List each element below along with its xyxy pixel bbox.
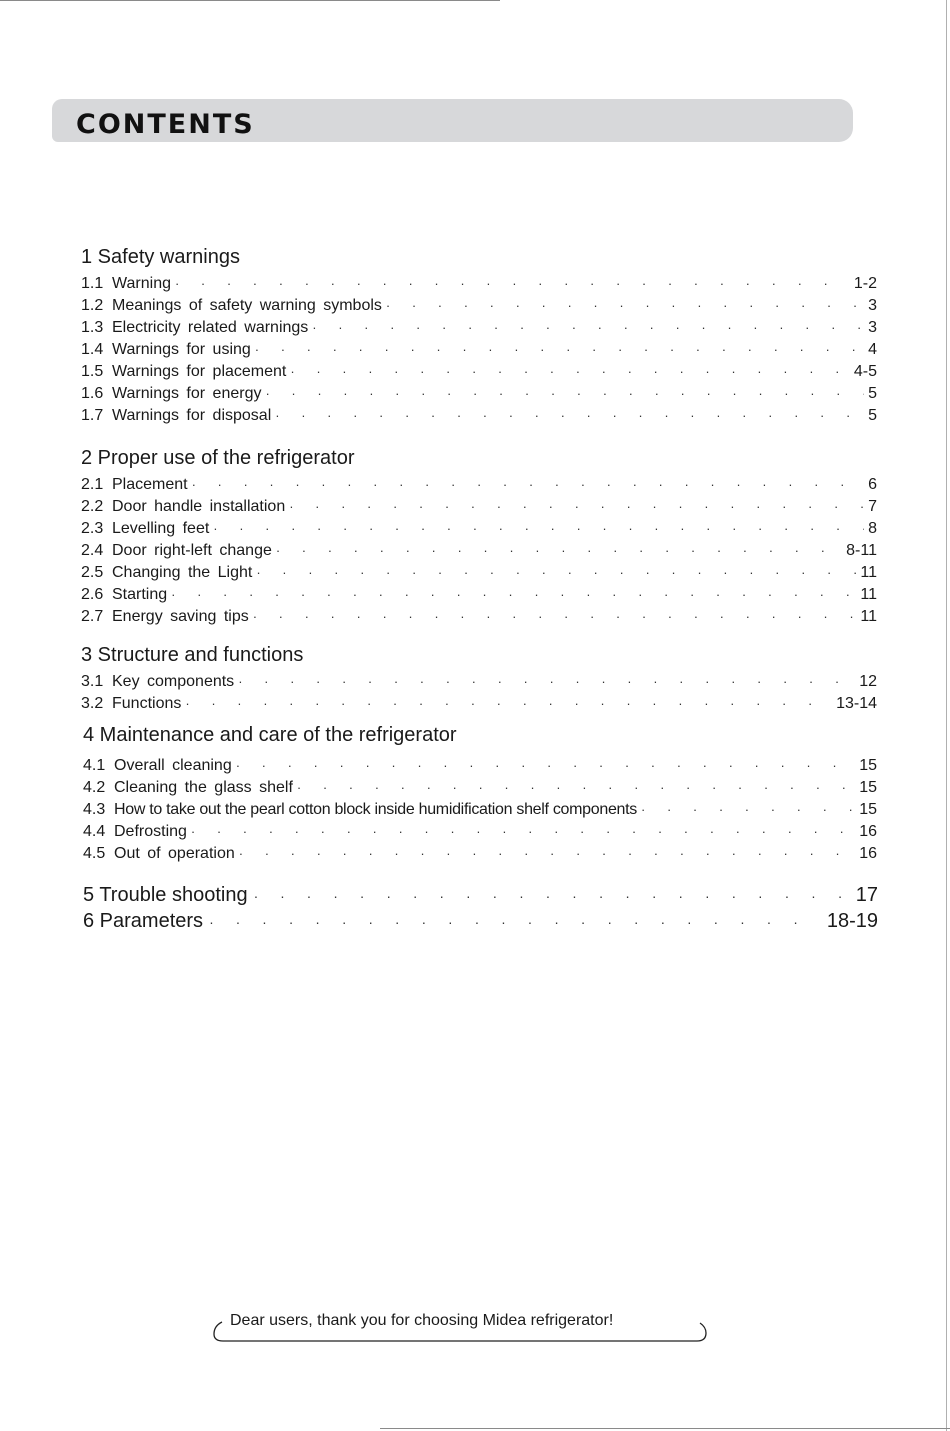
- entry-number: 2.4: [81, 542, 104, 559]
- dot-leader: [191, 824, 855, 839]
- entry-number: 1.2: [81, 297, 104, 314]
- entry-page: 11: [860, 586, 877, 603]
- entry-page: 3: [868, 319, 877, 336]
- entry-label: Warnings for energy: [112, 385, 262, 402]
- entry-number: 4.4: [83, 823, 106, 840]
- dot-leader: [253, 609, 857, 624]
- entry-number: 3.2: [81, 695, 104, 712]
- entry-label: Meanings of safety warning symbols: [112, 297, 382, 314]
- toc-entry[interactable]: [81, 275, 877, 297]
- dot-leader: [236, 758, 855, 773]
- dot-leader: [171, 587, 856, 602]
- entry-label: Levelling feet: [112, 520, 210, 537]
- section-title: 1 Safety warnings: [81, 246, 240, 268]
- entry-page: 11: [860, 564, 877, 581]
- entry-page: 4-5: [853, 363, 877, 380]
- page-title: CONTENTS: [76, 109, 255, 140]
- entry-number: 1.3: [81, 319, 104, 336]
- entry-label: Changing the Light: [112, 564, 253, 581]
- entry-page: 17: [855, 884, 878, 906]
- entry-page: 6: [868, 476, 877, 493]
- toc-entry[interactable]: [83, 845, 877, 867]
- dot-leader: [254, 888, 850, 904]
- dot-leader: [297, 780, 855, 795]
- dot-leader: [238, 674, 855, 689]
- entry-page: 1-2: [853, 275, 877, 292]
- toc-entry[interactable]: [83, 779, 877, 801]
- entry-page: 16: [859, 823, 877, 840]
- toc-entry[interactable]: [81, 319, 877, 341]
- toc-entry[interactable]: [81, 586, 877, 608]
- entry-number: 1.7: [81, 407, 104, 424]
- toc-entry[interactable]: [81, 542, 877, 564]
- entry-number: 2.5: [81, 564, 104, 581]
- toc-entry[interactable]: [81, 363, 877, 385]
- entry-label: 6 Parameters: [83, 910, 204, 932]
- toc-entry[interactable]: [81, 407, 877, 429]
- entry-label: Door handle installation: [112, 498, 286, 515]
- page-bottom-edge-line: [380, 1428, 950, 1429]
- toc-entry[interactable]: [81, 385, 877, 407]
- entry-page: 7: [868, 498, 877, 515]
- entry-number: 1.5: [81, 363, 104, 380]
- toc-entry-parameters[interactable]: [83, 910, 878, 936]
- entry-number: 3.1: [81, 673, 104, 690]
- entry-label: Starting: [112, 586, 168, 603]
- page-top-edge-line: [0, 0, 500, 1]
- section-title: 2 Proper use of the refrigerator: [81, 447, 355, 469]
- entry-page: 16: [859, 845, 877, 862]
- toc-entry[interactable]: [81, 520, 877, 542]
- dot-leader: [386, 298, 864, 313]
- toc-entry[interactable]: [81, 297, 877, 319]
- entry-page: 5: [868, 385, 877, 402]
- entry-number: 4.3: [83, 801, 106, 818]
- dot-leader: [192, 477, 865, 492]
- entry-page: 8: [868, 520, 877, 537]
- entry-label: Warnings for placement: [112, 363, 287, 380]
- toc-entry[interactable]: [81, 695, 877, 717]
- entry-label: Placement: [112, 476, 188, 493]
- entry-page: 3: [868, 297, 877, 314]
- page-right-edge-line: [946, 0, 947, 1431]
- toc-entry[interactable]: [83, 757, 877, 779]
- entry-number: 2.7: [81, 608, 104, 625]
- entry-page: 5: [868, 407, 877, 424]
- entry-page: 15: [859, 779, 877, 796]
- dot-leader: [239, 846, 855, 861]
- dot-leader: [209, 914, 821, 930]
- entry-label: Warnings for using: [112, 341, 251, 358]
- dot-leader: [312, 320, 864, 335]
- section-title: 3 Structure and functions: [81, 644, 304, 666]
- toc-section-proper-use: [81, 446, 877, 630]
- entry-page: 15: [859, 801, 877, 818]
- entry-label: Electricity related warnings: [112, 319, 309, 336]
- dot-leader: [289, 499, 864, 514]
- entry-number: 2.1: [81, 476, 104, 493]
- entry-label: Key components: [112, 673, 235, 690]
- dot-leader: [275, 408, 864, 423]
- toc-entry[interactable]: [81, 341, 877, 363]
- dot-leader: [290, 364, 850, 379]
- entry-page: 18-19: [826, 910, 878, 932]
- toc-entry[interactable]: [81, 673, 877, 695]
- dot-leader: [185, 696, 832, 711]
- entry-number: 2.2: [81, 498, 104, 515]
- entry-label: How to take out the pearl cotton block inside humidification shelf components: [114, 801, 637, 818]
- toc-entry[interactable]: [81, 498, 877, 520]
- toc-section-maintenance: [83, 723, 877, 867]
- contents-header-bar: [52, 99, 853, 142]
- entry-label: Cleaning the glass shelf: [114, 779, 293, 796]
- toc-entry-trouble-shooting[interactable]: [83, 884, 878, 910]
- entry-page: 15: [859, 757, 877, 774]
- dot-leader: [276, 543, 842, 558]
- thank-you-note: [213, 1308, 707, 1342]
- entry-page: 8-11: [846, 542, 877, 559]
- entry-label: Functions: [112, 695, 182, 712]
- entry-number: 1.1: [81, 275, 104, 292]
- toc-entry[interactable]: [81, 608, 877, 630]
- dot-leader: [213, 521, 864, 536]
- toc-entry[interactable]: [83, 823, 877, 845]
- entry-number: 4.1: [83, 757, 106, 774]
- entry-page: 12: [859, 673, 877, 690]
- entry-number: 1.6: [81, 385, 104, 402]
- toc-section-structure-functions: [81, 643, 877, 717]
- toc-major-entries: [83, 884, 878, 936]
- dot-leader: [175, 276, 850, 291]
- toc-section-safety-warnings: [81, 245, 877, 429]
- dot-leader: [256, 565, 856, 580]
- entry-label: Out of operation: [114, 845, 235, 862]
- toc-entry[interactable]: [83, 801, 877, 823]
- thank-you-text: Dear users, thank you for choosing Midea refrigerator!: [230, 1312, 614, 1329]
- entry-label: Warnings for disposal: [112, 407, 272, 424]
- toc-entry[interactable]: [81, 476, 877, 498]
- entry-number: 1.4: [81, 341, 104, 358]
- entry-number: 4.5: [83, 845, 106, 862]
- toc-entry[interactable]: [81, 564, 877, 586]
- entry-page: 13-14: [836, 695, 877, 712]
- entry-label: 5 Trouble shooting: [83, 884, 248, 906]
- entry-number: 2.3: [81, 520, 104, 537]
- entry-label: Overall cleaning: [114, 757, 232, 774]
- entry-number: 4.2: [83, 779, 106, 796]
- dot-leader: [255, 342, 864, 357]
- entry-page: 4: [868, 341, 877, 358]
- entry-label: Door right-left change: [112, 542, 272, 559]
- dot-leader: [265, 386, 864, 401]
- section-title: 4 Maintenance and care of the refrigerator: [83, 724, 457, 746]
- entry-page: 11: [860, 608, 877, 625]
- dot-leader: [641, 802, 855, 817]
- entry-label: Energy saving tips: [112, 608, 249, 625]
- entry-label: Defrosting: [114, 823, 187, 840]
- entry-label: Warning: [112, 275, 171, 292]
- entry-number: 2.6: [81, 586, 104, 603]
